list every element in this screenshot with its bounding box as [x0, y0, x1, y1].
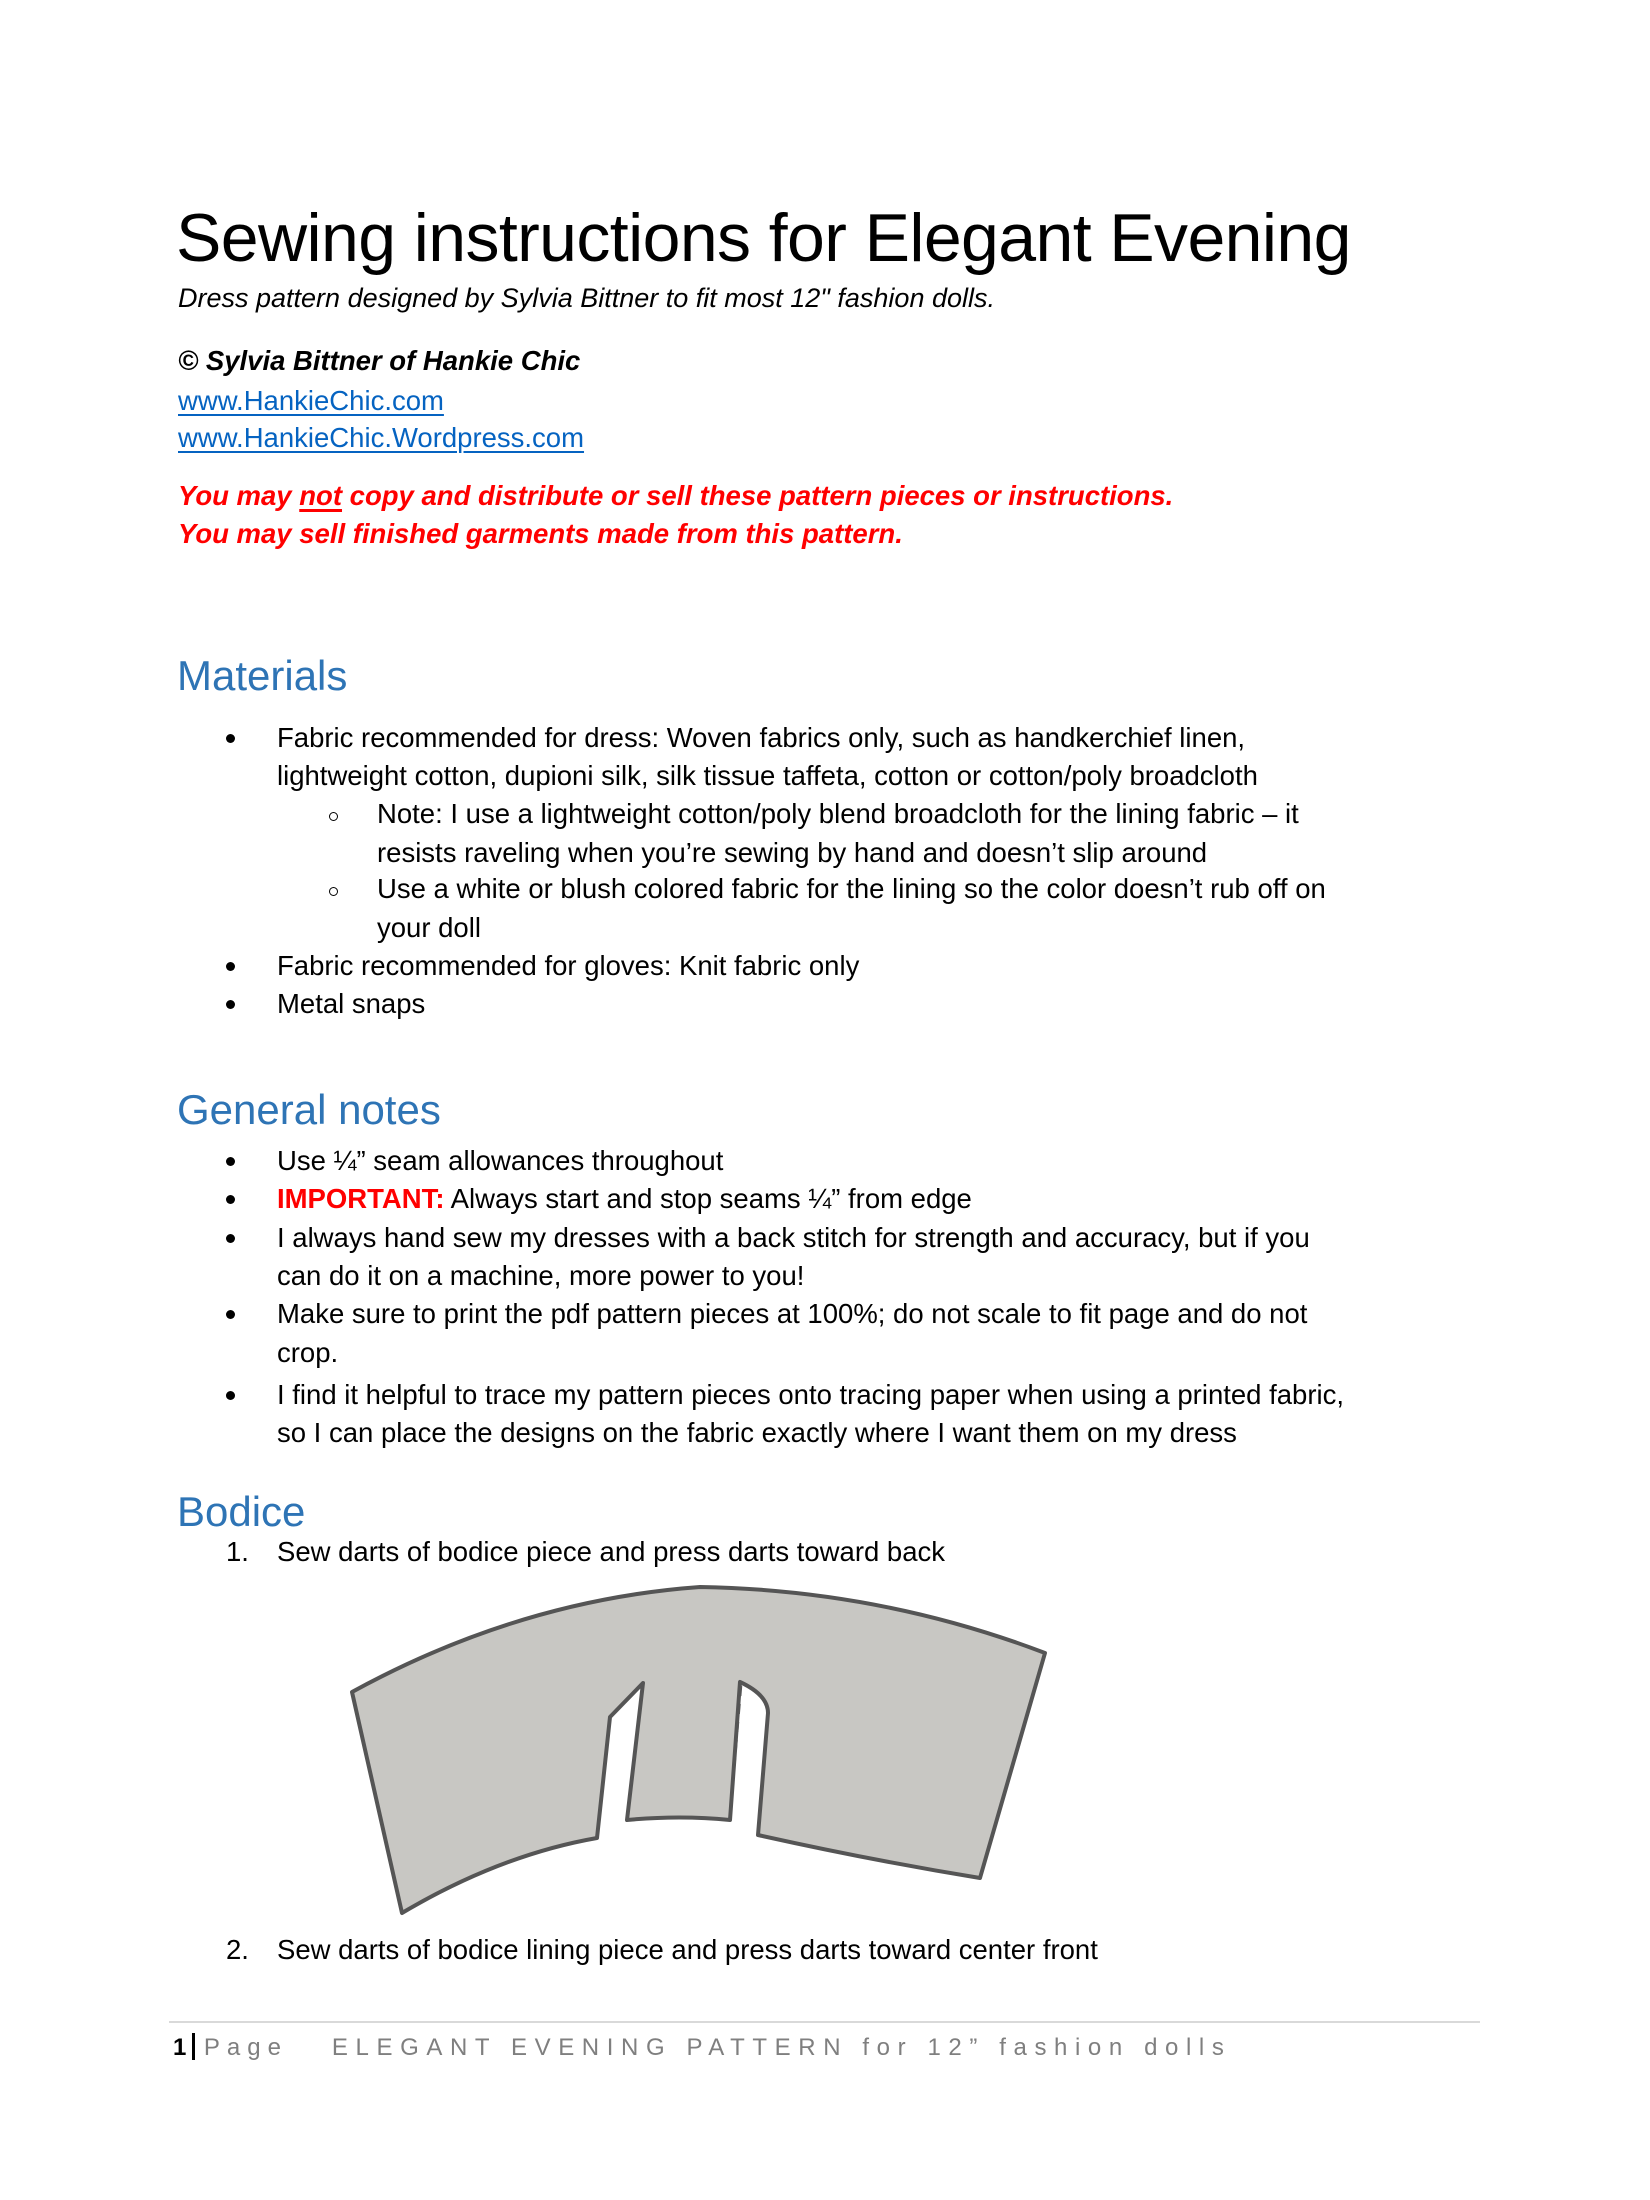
bullet-icon	[226, 1391, 235, 1400]
bullet-icon	[226, 1000, 235, 1009]
list-item-important	[277, 1185, 972, 1213]
bodice-piece-shape	[352, 1587, 1045, 1913]
list-item-text: Fabric recommended for dress: Woven fabrics only, such as handkerchief linen,	[277, 722, 1246, 753]
copyright-line: © Sylvia Bittner of Hankie Chic	[178, 345, 581, 376]
sub-bullet-circle-icon	[329, 887, 338, 896]
footer-separator	[192, 2033, 195, 2060]
bodice-diagram	[330, 1570, 1070, 1930]
section-heading-bodice: Bodice	[177, 1488, 306, 1535]
bullet-icon	[226, 1195, 235, 1204]
list-item-text: Use ¼” seam allowances throughout	[277, 1145, 724, 1176]
page-title: Sewing instructions for Elegant Evening	[176, 200, 1351, 276]
notice-emphasis-not: not	[299, 480, 343, 511]
sub-list-item-text: your doll	[377, 912, 481, 943]
list-item-text: I always hand sew my dresses with a back stitch for strength and accuracy, but if you	[277, 1222, 1310, 1253]
bullet-icon	[226, 962, 235, 971]
step-number: 2.	[226, 1934, 249, 1965]
copy-notice-line-1	[178, 482, 1173, 510]
sub-bullet-circle-icon	[329, 812, 338, 821]
notice-post: copy and distribute or sell these pattern pieces or instructions.	[342, 480, 1174, 511]
bullet-icon	[226, 1234, 235, 1243]
step-text: Sew darts of bodice lining piece and press darts toward center front	[277, 1934, 1098, 1965]
hankiechic-link[interactable]: www.HankieChic.com	[178, 385, 444, 416]
list-item-text: Fabric recommended for gloves: Knit fabric only	[277, 950, 860, 981]
page-footer	[173, 2033, 1231, 2060]
running-title: ELEGANT EVENING PATTERN for 12” fashion dolls	[331, 2034, 1232, 2061]
list-item-text: Make sure to print the pdf pattern pieces at 100%; do not scale to fit page and do not	[277, 1298, 1308, 1329]
sub-list-item-text: Note: I use a lightweight cotton/poly blend broadcloth for the lining fabric – it	[377, 798, 1299, 829]
bullet-icon	[226, 734, 235, 743]
important-label: IMPORTANT:	[277, 1183, 445, 1214]
page-subtitle: Dress pattern designed by Sylvia Bittner to fit most 12" fashion dolls.	[178, 283, 995, 313]
list-item-text: lightweight cotton, dupioni silk, silk tissue taffeta, cotton or cotton/poly broadcloth	[277, 760, 1258, 791]
sub-list-item-text: resists raveling when you’re sewing by hand and doesn’t slip around	[377, 837, 1208, 868]
copy-notice-line-2: You may sell finished garments made from this pattern.	[178, 518, 903, 549]
bullet-icon	[226, 1310, 235, 1319]
list-item-text: can do it on a machine, more power to you!	[277, 1260, 805, 1291]
sub-list-item-text: Use a white or blush colored fabric for the lining so the color doesn’t rub off on	[377, 873, 1326, 904]
section-heading-general-notes: General notes	[177, 1086, 441, 1133]
important-text: Always start and stop seams ¼” from edge	[444, 1183, 972, 1214]
list-item-text: Metal snaps	[277, 988, 426, 1019]
section-heading-materials: Materials	[177, 652, 348, 699]
page-label: Page	[203, 2034, 288, 2061]
footer-divider	[169, 2021, 1480, 2023]
bullet-icon	[226, 1157, 235, 1166]
page-number: 1	[173, 2034, 187, 2061]
list-item-text: crop.	[277, 1337, 339, 1368]
hankiechic-wordpress-link[interactable]: www.HankieChic.Wordpress.com	[178, 422, 585, 453]
list-item-text: so I can place the designs on the fabric exactly where I want them on my dress	[277, 1417, 1237, 1448]
step-text: Sew darts of bodice piece and press darts toward back	[277, 1536, 946, 1567]
step-number: 1.	[226, 1536, 249, 1567]
list-item-text: I find it helpful to trace my pattern pieces onto tracing paper when using a printed fabric,	[277, 1379, 1344, 1410]
notice-pre: You may	[178, 480, 300, 511]
